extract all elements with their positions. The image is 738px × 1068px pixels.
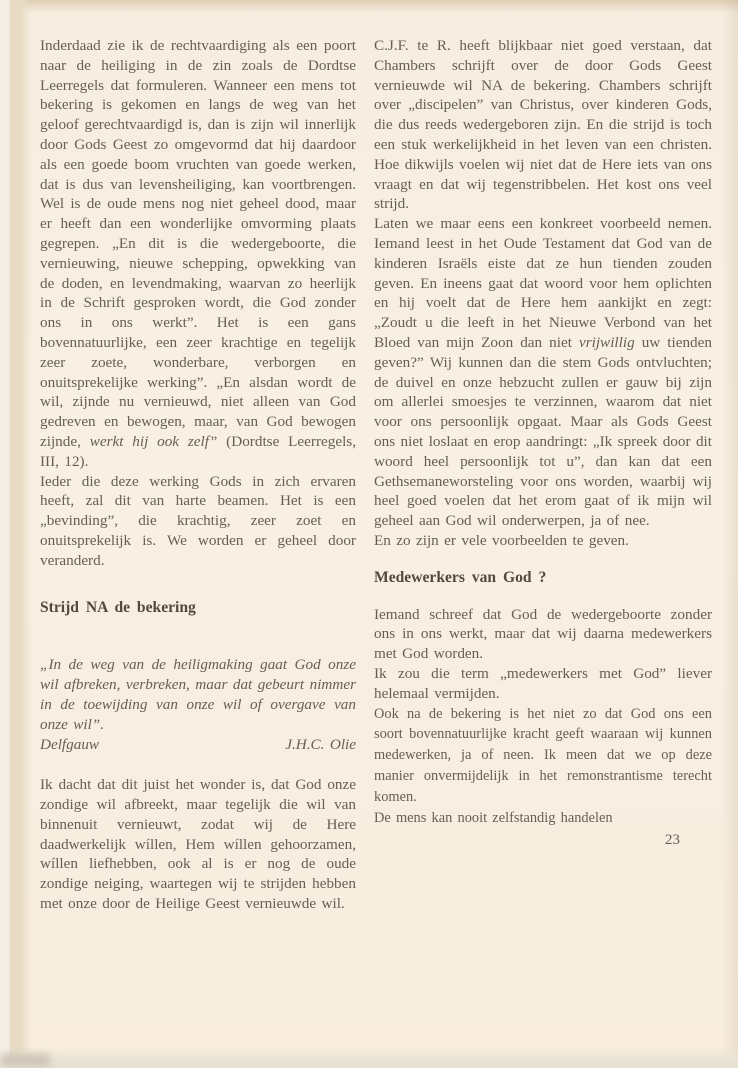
paragraph-response-to-quote: Ik dacht dat dit juist het wonder is, dat God onze zondige wil afbreekt, maar tegelijk die wil van binnenuit vernieuwt, zodat wij de Here daadwerkelijk wíllen, Hem wíllen gehoorzamen, wíllen liefhebben, ook al is er nog de oude zondige neiging, waartegen wij te strijden hebben met onze door de Heilige Geest vernieuwde wil. xyxy=(40,776,356,913)
quote-attribution xyxy=(40,735,356,755)
right-column xyxy=(374,36,712,914)
paragraph-bevinding: Ieder die deze werking Gods in zich ervaren heeft, zal dit van harte beamen. Het is een „bevinding”, die krachtig, zeer zoet en onuitsprekelijk is. We worden er geheel door veranderd. xyxy=(40,472,356,569)
paragraph-tienden-voorbeeld: Laten we maar eens een konkreet voorbeeld nemen. Iemand leest in het Oude Testament dat God van de kinderen Israëls eiste dat ze hun tienden zouden geven. En ineens gaat dat woord voor hem oplichten en hij voelt dat de Here hem aankijkt en zegt: „Zoudt u die leeft in het Nieuwe Verbond van het Bloed van mijn Zoon dan niet vrijwillig uw tienden geven?” Wij kunnen dan die stem Gods ontvluchten; de duivel en onze hebzucht zullen er gauw bij zijn om allerlei smoesjes te verzinnen, waarom dat niet voor ons persoonlijk opgaat. Maar als Gods Geest ons niet loslaat en erop aandringt: „Ik spreek door dit woord heel persoonlijk tot u”, dan kan dat een Gethsemaneworsteling voor ons worden, waarbij wij heel goed voelen dat het erom gaat of ik mijn wil geheel aan God wil onderwerpen, ja of nee. xyxy=(374,215,712,530)
paragraph-remonstrantisme: Ook na de bekering is het niet zo dat God ons een soort bovennatuurlijke kracht geeft waaraan wij kunnen medewerken, ja of neen. Ik meen dat we op deze manier onvermijdelijk in het remonstrantisme terecht komen. xyxy=(374,705,712,806)
paragraph-justification-sanctification: Inderdaad zie ik de rechtvaardiging als een poort naar de heiliging in de zin zoals de Dordtse Leerregels dat formuleren. Wanneer een mens tot bekering is gekomen en langs de weg van het geloof gerechtvaardigd is, dan is zijn wil innerlijk door Gods Geest zo omgevormd dat hij daardoor als een goede boom vruchten van goede werken, dat is dus van levensheiliging, kan voortbrengen. Wel is de oude mens nog niet geheel dood, maar er heeft dan een wonderlijke omvorming plaats gegrepen. „En dit is die wedergeboorte, die vernieuwing, nieuwe schepping, opwekking van de doden, en levendmaking, waarvan zo heerlijk in de Schrift gesproken wordt, die God zonder ons in ons werkt”. Het is een gans bovennatuurlijke, een zeer krachtige en tegelijk zeer zoete, wonderbare, verborgen en onuitsprekelijke werking”. „En alsdan wordt de wil, zijnde nu vernieuwd, niet alleen van God gedreven en bewogen, maar, van God bewogen zijnde, werkt hij ook zelf” (Dordtse Leerregels, III, 12). xyxy=(40,37,356,470)
scan-smudge xyxy=(2,1054,50,1066)
section-heading-strijd-na-de-bekering: Strijd NA de bekering xyxy=(40,598,196,616)
quote-place: Delfgauw xyxy=(40,735,100,753)
page-content xyxy=(40,36,712,914)
paragraph-vele-voorbeelden: En zo zijn er vele voorbeelden te geven. xyxy=(374,531,629,549)
quote-author: J.H.C. Olie xyxy=(285,735,356,753)
left-column xyxy=(40,36,356,914)
page-number: 23 xyxy=(664,830,680,848)
paragraph-term-vermijden: Ik zou die term „medewerkers met God” liever helemaal vermijden. xyxy=(374,664,712,702)
paragraph-cjf-te-r: C.J.F. te R. heeft blijkbaar niet goed verstaan, dat Chambers schrijft over de door Gods Geest vernieuwde wil NA de bekering. Chambers schrijft over „discipelen” van Christus, over kinderen Gods, die dus reeds wedergeboren zijn. En die strijd is toch een stuk werkelijkheid in het leven van een christen. Hoe dikwijls voelen wij niet dat de Here iets van ons vraagt en dat wij tegenstribbelen. Het kost ons veel strijd. xyxy=(374,37,712,213)
paragraph-mens-zelfstandig: De mens kan nooit zelfstandig handelen xyxy=(374,810,613,827)
page-edge-top xyxy=(0,0,738,13)
page-edge-bottom xyxy=(0,1048,738,1068)
page-edge-right xyxy=(722,0,738,1068)
section-heading-medewerkers-van-god: Medewerkers van God ? xyxy=(374,568,547,586)
quote-block: „In de weg van de heiligmaking gaat God onze wil afbreken, verbreken, maar dat gebeurt nimmer in de toewijding van onze wil of overgave van onze wil”. xyxy=(40,656,356,733)
paragraph-wedergeboorte: Iemand schreef dat God de wedergeboorte zonder ons in ons werkt, maar dat wij daarna medewerkers met God worden. xyxy=(374,605,712,663)
page-edge-left xyxy=(0,0,32,1068)
